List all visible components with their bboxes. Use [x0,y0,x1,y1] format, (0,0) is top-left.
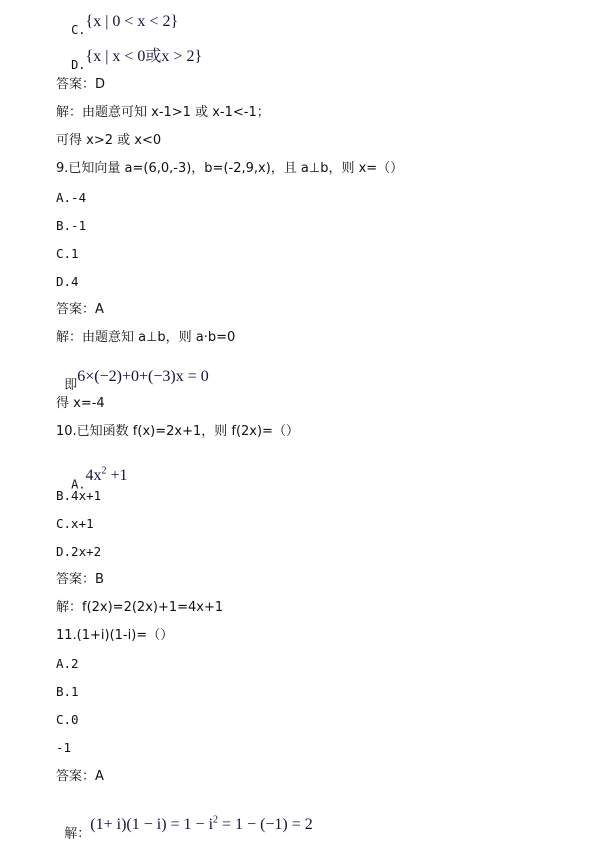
q10-option-a [56,456,128,492]
q10-solution: 解：f(2x)=2(2x)+1=4x+1 [56,600,224,615]
q10-answer: 答案：B [56,572,104,587]
q9-solution-2 [56,361,209,394]
math-part-a: (1+ i)(1 − i) = 1 − i [90,816,214,834]
option-label: A. [71,477,86,492]
option-label: C. [71,23,86,37]
solution-prefix: 解： [64,826,91,842]
option-math: {x | 0 < x < 2} [85,13,179,30]
q10-option-b: B.4x+1 [56,488,102,503]
q11-stem: 11.(1+i)(1-i)=（） [56,628,174,643]
math-superscript: 2 [101,466,107,477]
q10-option-d: D.2x+2 [56,544,102,559]
q9-stem: 9.已知向量 a=(6,0,-3)，b=(-2,9,x)，且 a⊥b，则 x=（） [56,161,404,176]
q8-option-c [56,6,178,38]
q8-solution-2: 可得 x>2 或 x<0 [56,133,162,148]
math-base: 4x [85,467,102,485]
q9-solution-1: 解：由题意知 a⊥b，则 a·b=0 [56,330,236,345]
math-tail: +1 [106,467,128,485]
q10-stem: 10.已知函数 f(x)=2x+1，则 f(2x)=（） [56,424,299,439]
q8-answer: 答案：D [56,77,106,92]
math-superscript: 2 [213,815,219,826]
q9-option-c: C.1 [56,246,79,261]
q8-solution-1: 解：由题意可知 x-1>1 或 x-1<-1； [56,105,270,120]
solution-math [90,816,313,833]
q11-option-d: -1 [56,740,72,755]
solution-prefix: 即 [64,378,78,393]
option-math [86,467,128,484]
math-part-b: = 1 − (−1) = 2 [218,816,313,834]
q10-option-c: C.x+1 [56,516,94,531]
q11-option-a: A.2 [56,656,79,671]
q9-answer: 答案：A [56,302,104,317]
solution-math: 6×(−2)+0+(−3)x = 0 [77,368,209,385]
q11-option-b: B.1 [56,684,79,699]
q9-option-a: A.-4 [56,190,87,205]
q9-option-d: D.4 [56,274,79,289]
q11-solution [56,805,313,842]
q11-option-c: C.0 [56,712,79,727]
q9-solution-3: 得 x=-4 [56,396,105,411]
q8-option-d [56,41,202,73]
option-math: {x | x < 0或x > 2} [85,48,203,65]
q9-option-b: B.-1 [56,218,87,233]
q11-answer: 答案：A [56,769,104,784]
option-label: D. [71,58,86,72]
